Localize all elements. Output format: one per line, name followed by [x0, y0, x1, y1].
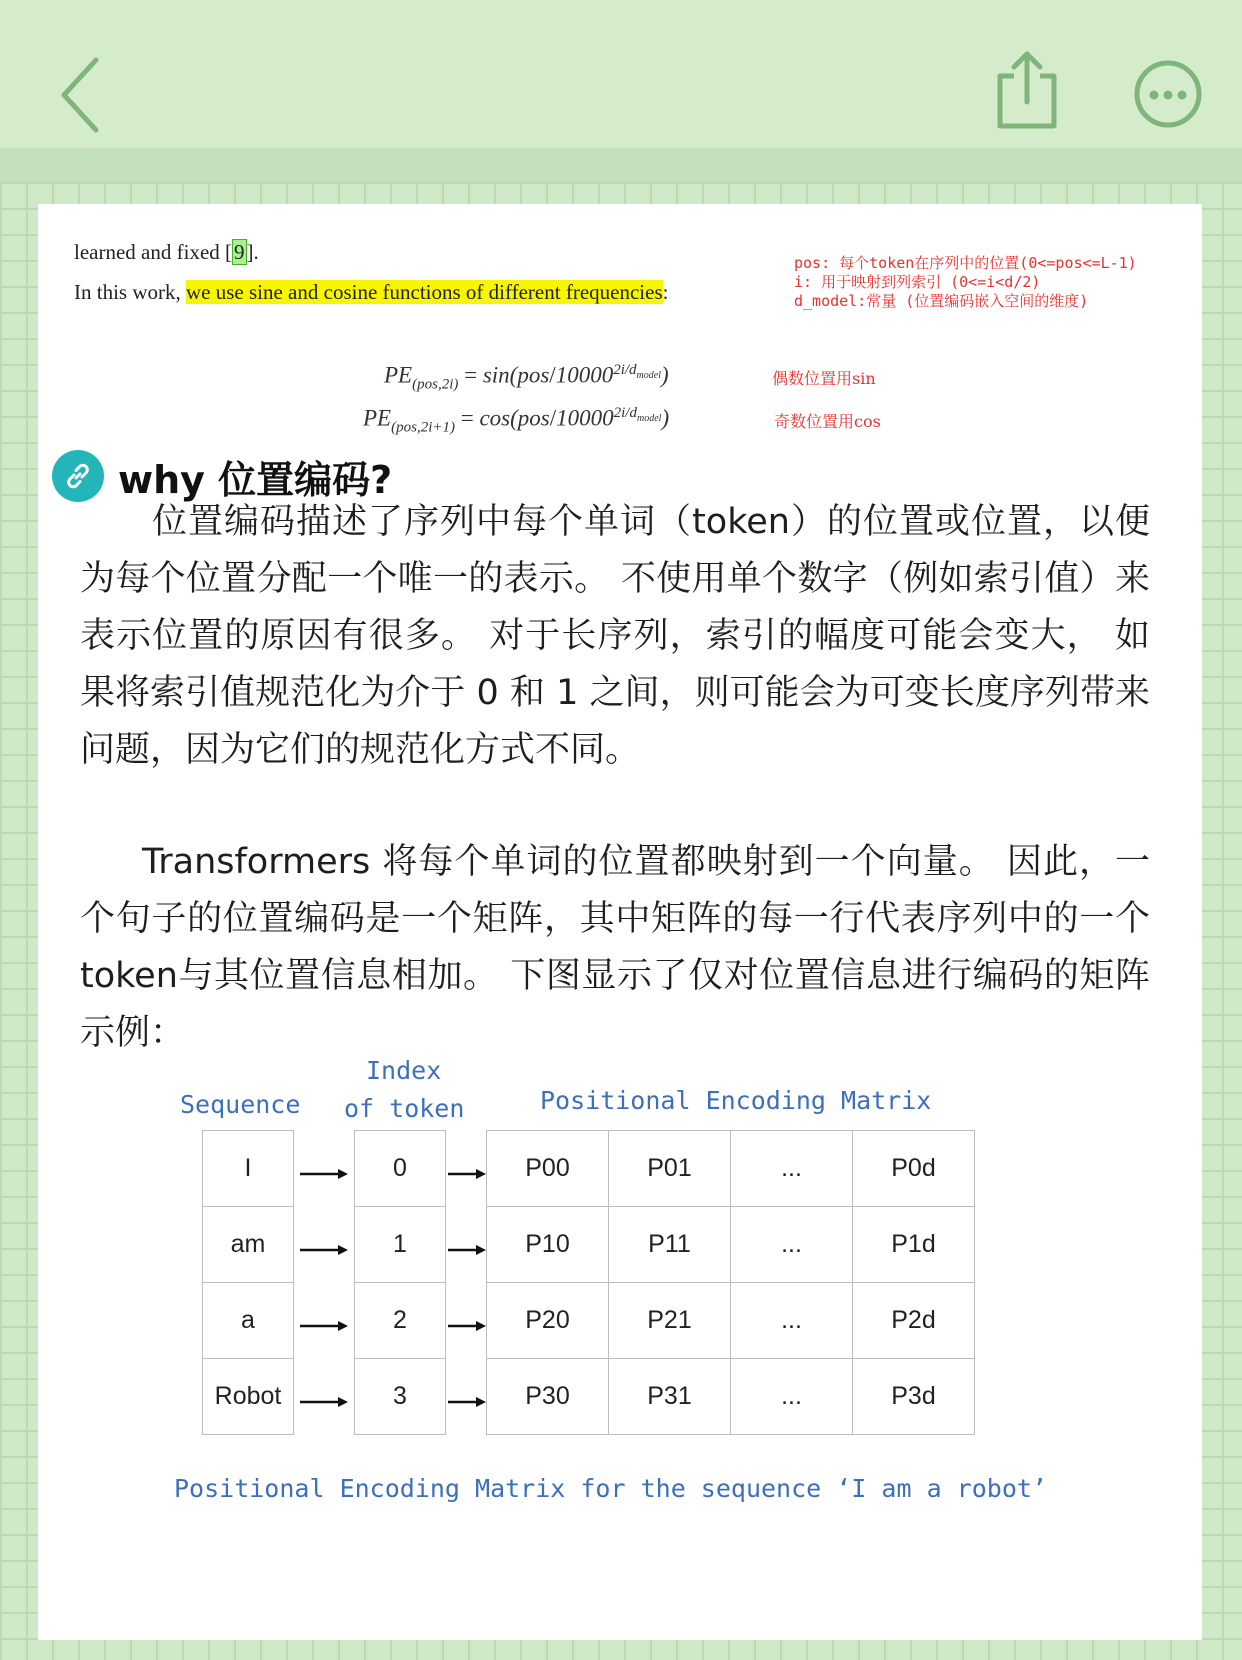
figure-caption: Positional Encoding Matrix for the sequence ‘I am a robot’: [174, 1474, 1047, 1503]
annotation-line: d_model:常量 (位置编码嵌入空间的维度): [794, 292, 1089, 310]
paper-excerpt-line2: [74, 280, 668, 305]
matrix-cell: P1d: [852, 1206, 975, 1283]
annotation-line: pos: 每个token在序列中的位置(0<=pos<=L-1): [794, 254, 1137, 272]
sequence-word-cell: I: [202, 1130, 294, 1207]
formula-even-note: 偶数位置用sin: [772, 369, 876, 388]
more-options-button[interactable]: [1132, 58, 1204, 130]
arrow-icon: [300, 1242, 350, 1258]
figure-label-sequence: Sequence: [180, 1090, 301, 1119]
share-button[interactable]: [992, 46, 1062, 132]
matrix-cell: P31: [608, 1358, 731, 1435]
matrix-cell: ...: [730, 1358, 853, 1435]
sequence-word-cell: a: [202, 1282, 294, 1359]
matrix-cell: P10: [486, 1206, 609, 1283]
formula-odd-note: 奇数位置用cos: [774, 412, 881, 431]
matrix-cell: P01: [608, 1130, 731, 1207]
formula-odd: $PE_{(pos,2i+1)} = \cos(pos/10000^{2i/d_{model}})$: [363, 405, 670, 436]
arrow-icon: [300, 1394, 350, 1410]
matrix-cell: P20: [486, 1282, 609, 1359]
handwritten-annotation: [794, 254, 1137, 311]
formula-even: $PE_{(pos,2i)} = \sin(pos/10000^{2i/d_{model}})$: [384, 362, 669, 393]
more-dots-icon: [1132, 58, 1204, 130]
matrix-cell: ...: [730, 1130, 853, 1207]
citation-ref: 9: [234, 240, 245, 264]
chevron-left-icon: [52, 50, 122, 140]
matrix-cell: P00: [486, 1130, 609, 1207]
matrix-cell: P30: [486, 1358, 609, 1435]
matrix-cell: P3d: [852, 1358, 975, 1435]
figure-label-index: Index: [366, 1056, 442, 1085]
paper-excerpt-line1: [74, 240, 259, 265]
figure-label-index-sub: of token: [344, 1094, 465, 1123]
paper-text: In this work,: [74, 280, 186, 304]
figure-label-matrix: Positional Encoding Matrix: [540, 1086, 932, 1115]
paper-text: ].: [246, 240, 259, 264]
share-icon: [992, 46, 1062, 132]
arrow-icon: [448, 1242, 488, 1258]
arrow-icon: [448, 1394, 488, 1410]
arrow-icon: [448, 1166, 488, 1182]
arrow-icon: [448, 1318, 488, 1334]
token-index-cell: 2: [354, 1282, 446, 1359]
token-index-cell: 0: [354, 1130, 446, 1207]
token-index-cell: 3: [354, 1358, 446, 1435]
sequence-word-cell: am: [202, 1206, 294, 1283]
top-bar-divider: [0, 148, 1242, 182]
matrix-cell: P21: [608, 1282, 731, 1359]
paper-text: :: [662, 280, 669, 304]
arrow-icon: [300, 1318, 350, 1334]
annotation-line: i: 用于映射到列索引 (0<=i<d/2): [794, 273, 1041, 291]
matrix-cell: ...: [730, 1206, 853, 1283]
paragraph-2: Transformers 将每个单词的位置都映射到一个向量。 因此，一个句子的位置编码是一个矩阵，其中矩阵的每一行代表序列中的一个token与其位置信息相加。 下图显示了仅对位置信息进行编码的矩阵示例：: [80, 842, 1150, 1053]
matrix-cell: ...: [730, 1282, 853, 1359]
arrow-icon: [300, 1166, 350, 1182]
paragraph-1: 位置编码描述了序列中每个单词（token）的位置或位置，以便为每个位置分配一个唯一的表示。 不使用单个数字（例如索引值）来表示位置的原因有很多。 对于长序列，索引的幅度可能会变大， 如果将索引值规范化为介于 0 和 1 之间，则可能会为可变长度序列带来问题，因为它们的规范化方式不同。: [80, 502, 1150, 770]
matrix-cell: P2d: [852, 1282, 975, 1359]
note-card: [38, 204, 1202, 1640]
back-button[interactable]: [52, 50, 122, 140]
paper-text: learned and fixed [: [74, 240, 233, 264]
highlighted-text: we use sine and cosine functions of different frequencies: [186, 280, 663, 304]
token-index-cell: 1: [354, 1206, 446, 1283]
heading-title: why 位置编码?: [118, 457, 393, 502]
sequence-word-cell: Robot: [202, 1358, 294, 1435]
matrix-cell: P11: [608, 1206, 731, 1283]
matrix-cell: P0d: [852, 1130, 975, 1207]
